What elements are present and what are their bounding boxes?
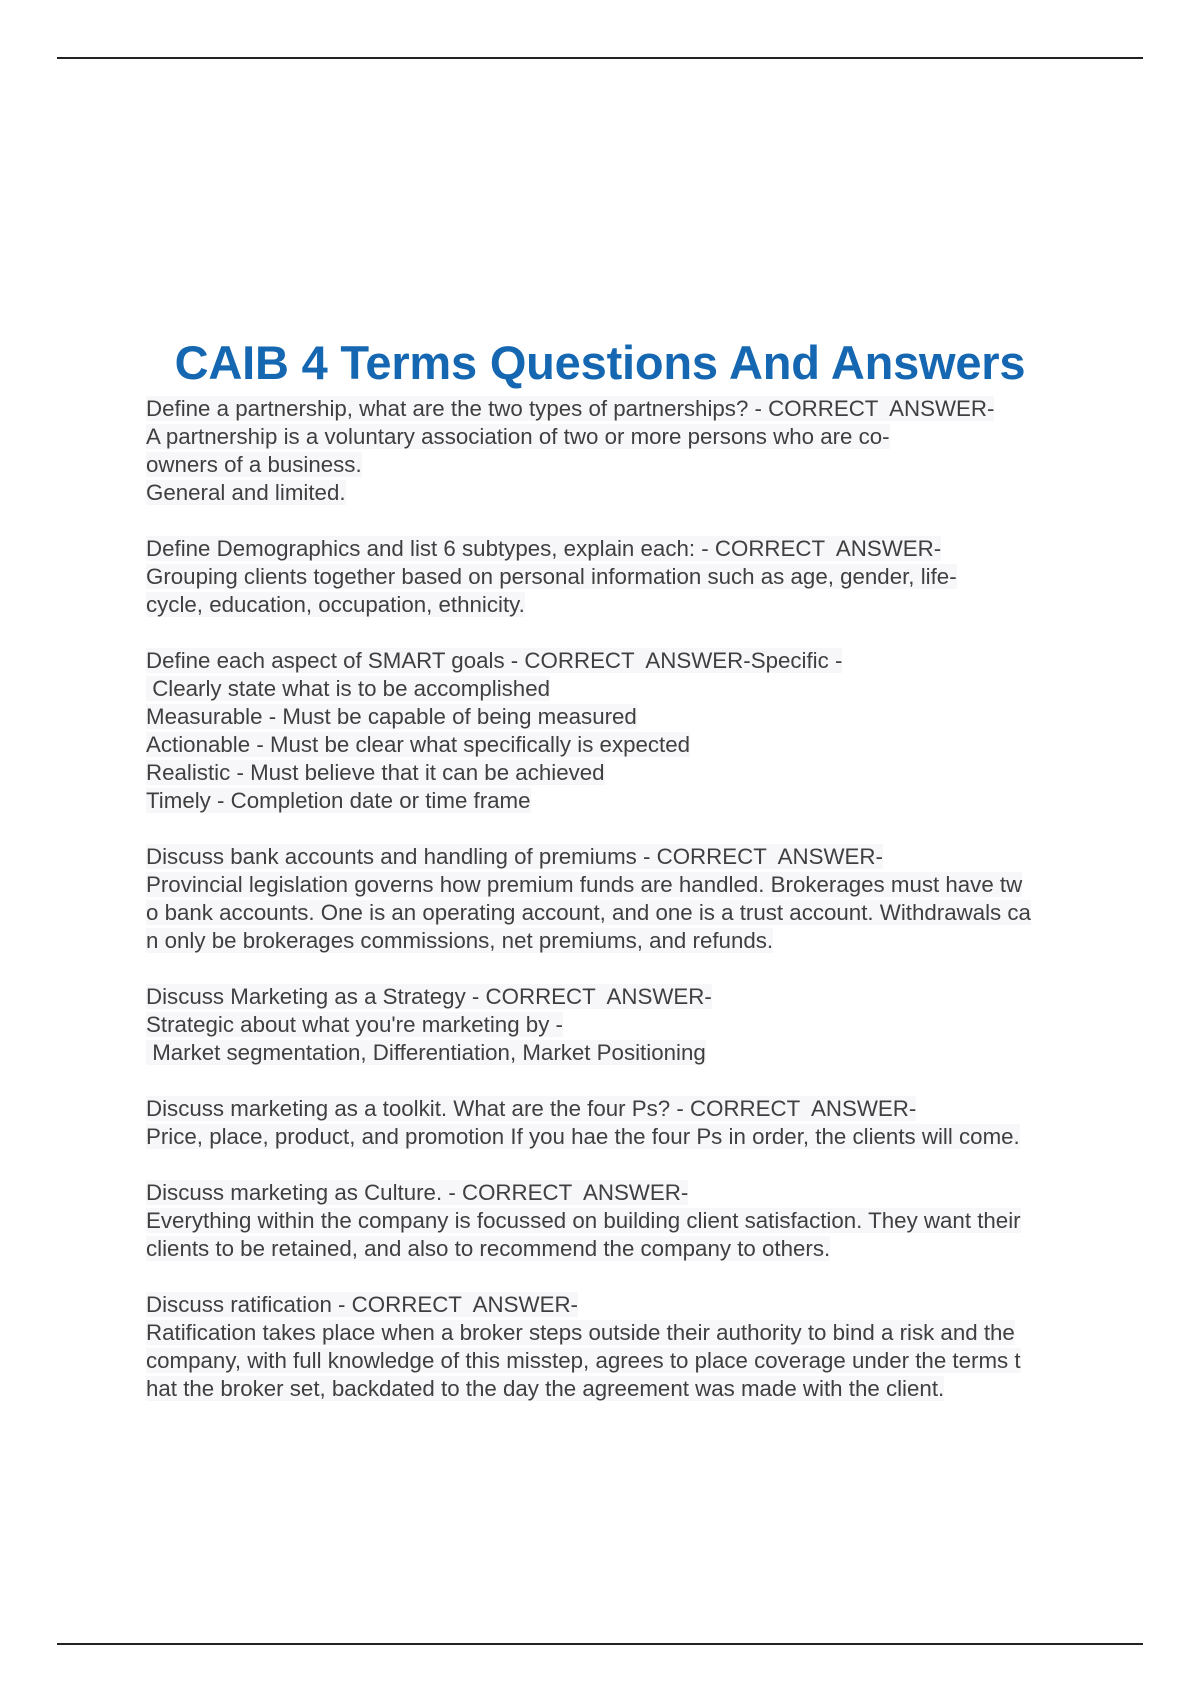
qa-answer-line <box>146 423 1146 451</box>
top-divider <box>57 57 1143 59</box>
qa-answer-line <box>146 927 1146 955</box>
qa-line-text: Price, place, product, and promotion If you hae the four Ps in order, the clients will come. <box>146 1124 1020 1149</box>
qa-line-text: Provincial legislation governs how premium funds are handled. Brokerages must have tw <box>146 872 1023 897</box>
qa-answer-line <box>146 1207 1146 1235</box>
qa-line-text: Define each aspect of SMART goals - CORRECT ANSWER-Specific - <box>146 648 843 673</box>
qa-question-line <box>146 395 1146 423</box>
qa-line-text: Ratification takes place when a broker steps outside their authority to bind a risk and the <box>146 1320 1015 1345</box>
qa-line-text: Define Demographics and list 6 subtypes, explain each: - CORRECT ANSWER- <box>146 536 942 561</box>
qa-answer-line <box>146 1235 1146 1263</box>
qa-item <box>146 1095 1146 1151</box>
qa-question-line <box>146 647 1146 675</box>
qa-answer-line <box>146 1347 1146 1375</box>
qa-question-line <box>146 1179 1146 1207</box>
qa-line-text: Timely - Completion date or time frame <box>146 788 531 813</box>
qa-item <box>146 1291 1146 1403</box>
qa-answer-line <box>146 1011 1146 1039</box>
qa-item <box>146 535 1146 619</box>
qa-line-text: o bank accounts. One is an operating account, and one is a trust account. Withdrawals ca <box>146 900 1031 925</box>
bottom-divider <box>57 1643 1143 1645</box>
qa-line-text: hat the broker set, backdated to the day the agreement was made with the client. <box>146 1376 945 1401</box>
qa-line-text: Grouping clients together based on personal information such as age, gender, life- <box>146 564 957 589</box>
qa-answer-line <box>146 759 1146 787</box>
qa-answer-line <box>146 703 1146 731</box>
qa-question-line <box>146 1291 1146 1319</box>
qa-answer-line <box>146 1375 1146 1403</box>
qa-line-text: Market segmentation, Differentiation, Market Positioning <box>146 1040 706 1065</box>
qa-line-text: Define a partnership, what are the two types of partnerships? - CORRECT ANSWER- <box>146 396 995 421</box>
qa-line-text: Discuss marketing as Culture. - CORRECT ANSWER- <box>146 1180 689 1205</box>
qa-line-text: Discuss bank accounts and handling of premiums - CORRECT ANSWER- <box>146 844 883 869</box>
qa-answer-line <box>146 1039 1146 1067</box>
qa-answer-line <box>146 731 1146 759</box>
qa-line-text: Discuss marketing as a toolkit. What are the four Ps? - CORRECT ANSWER- <box>146 1096 917 1121</box>
qa-item <box>146 647 1146 815</box>
qa-item <box>146 1179 1146 1263</box>
qa-line-text: owners of a business. <box>146 452 362 477</box>
qa-answer-line <box>146 871 1146 899</box>
qa-question-line <box>146 1095 1146 1123</box>
qa-answer-line <box>146 563 1146 591</box>
qa-line-text: Measurable - Must be capable of being measured <box>146 704 637 729</box>
qa-line-text: n only be brokerages commissions, net premiums, and refunds. <box>146 928 774 953</box>
qa-answer-line <box>146 675 1146 703</box>
qa-question-line <box>146 983 1146 1011</box>
qa-answer-line <box>146 451 1146 479</box>
qa-item <box>146 983 1146 1067</box>
qa-line-text: Clearly state what is to be accomplished <box>146 676 551 701</box>
qa-line-text: Everything within the company is focussed on building client satisfaction. They want their <box>146 1208 1021 1233</box>
qa-answer-line <box>146 1123 1146 1151</box>
qa-answer-line <box>146 787 1146 815</box>
qa-item <box>146 395 1146 507</box>
qa-answer-line <box>146 479 1146 507</box>
qa-line-text: cycle, education, occupation, ethnicity. <box>146 592 525 617</box>
qa-line-text: Discuss ratification - CORRECT ANSWER- <box>146 1292 578 1317</box>
document-title: CAIB 4 Terms Questions And Answers <box>174 336 1026 390</box>
qa-item <box>146 843 1146 955</box>
qa-question-line <box>146 535 1146 563</box>
qa-question-line <box>146 843 1146 871</box>
qa-line-text: company, with full knowledge of this misstep, agrees to place coverage under the terms t <box>146 1348 1021 1373</box>
qa-answer-line <box>146 591 1146 619</box>
qa-line-text: Actionable - Must be clear what specifically is expected <box>146 732 691 757</box>
qa-line-text: General and limited. <box>146 480 346 505</box>
qa-line-text: Strategic about what you're marketing by - <box>146 1012 563 1037</box>
qa-line-text: A partnership is a voluntary association of two or more persons who are co- <box>146 424 890 449</box>
qa-list <box>146 395 1146 1431</box>
qa-line-text: Realistic - Must believe that it can be achieved <box>146 760 605 785</box>
qa-line-text: Discuss Marketing as a Strategy - CORRECT ANSWER- <box>146 984 712 1009</box>
qa-line-text: clients to be retained, and also to recommend the company to others. <box>146 1236 831 1261</box>
qa-answer-line <box>146 1319 1146 1347</box>
qa-answer-line <box>146 899 1146 927</box>
